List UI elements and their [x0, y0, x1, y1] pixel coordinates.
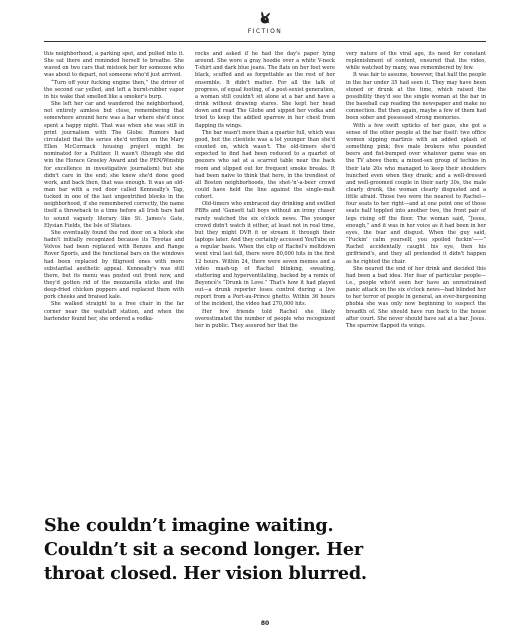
- paragraph: very nature of the viral age, its need for constant replenishment of content, ensured that the video, while watched by many, was remembered by few.: [346, 51, 486, 72]
- paragraph: Her few friends told Rachel she likely overestimated the number of people who recognized her in public. They assured her that the: [195, 308, 335, 329]
- pull-quote: [44, 514, 492, 586]
- paragraph: Old-timers who embraced day drinking and swilled PBRs and 'Gansett tall boys without an irony chaser rarely watched the six o'clock news. The younger crowd didn't watch it either, at least not in real time, but they might DVR it or stream it through their laptops later. And they certainly accessed YouTube on a regular basis. When the clip of Rachel's meltdown went viral last fall, there were 80,000 hits in the first 12 hours. Within 24, there were seven memes and a video mash-up of Rachel blinking, sweating, stuttering and hyperventilating, backed by a remix of Beyoncé's “Drunk in Love.” That's how it had played out—a drunk reporter loses control during a live report from a Port-au-Prince ghetto. Within 36 hours of the incident, the video had 270,000 hits.: [195, 201, 335, 308]
- pull-quote-line: Couldn’t sit a second longer. Her: [44, 539, 363, 560]
- section-label: FICTION: [247, 28, 283, 35]
- paragraph: She left her car and wandered the neighborhood, not entirely aimless but close, remembering that somewhere around here was a bar where she'd once spent a happy night. That was when she was still in print journalism with The Globe. Rumors had circulated that the series she'd written on the Mary Ellen McCormack housing project might be nominated for a Pulitzer. It wasn't (though she did win the Horace Greeley Award and the PEN/Winship for excellence in investigative journalism) but she didn't care in the end; she knew she'd done good work, and back then, that was enough. It was an old-man bar with a red door called Kenneally's Tap, tucked in one of the last ungentrified blocks in the neighborhood, if she remembered correctly, the name itself a throwback to a time before all Irish bars had to sound vaguely literary like St. James's Gate, Elysian Fields, the Isle of Statues.: [44, 101, 184, 229]
- rabbit-head-icon: [257, 9, 273, 25]
- article-body: [44, 51, 486, 513]
- pull-quote-line: She couldn’t imagine waiting.: [44, 515, 334, 536]
- paragraph: It was fair to assume, however, that half the people in the bar under 35 had seen it. They may have been stoned or drunk at the time, which raised the possibility they'd see the single woman at the bar in the baseball cap reading the newspaper and make no connection. But then again, maybe a few of them had been sober and possessed strong memories.: [346, 72, 486, 122]
- pull-quote-line: throat closed. Her vision blurred.: [44, 563, 367, 584]
- paragraph: this neighborhood, a parking spot, and pulled into it. She sat there and reminded herself to breathe. She waved on two cars that mistook her for someone who was about to depart, not someone who'd just arrived.: [44, 51, 184, 79]
- paragraph: The bar wasn't more than a quarter full, which was good, but the clientele was a lot younger than she'd counted on, which wasn't. The old-timers she'd expected to find had been reduced to a quartet of geezers who sat at a scarred table near the back room and slipped out for frequent smoke breaks. It had been naive to think that here, in the trendiest of all Boston neighborhoods, the shot-'n'-a-beer crowd could have held the line against the single-malt cohort.: [195, 129, 335, 201]
- paragraph: She walked straight to a free chair in the far corner near the waitstaff station, and when the bartender found her, she ordered a vodka-: [44, 301, 184, 322]
- paragraph: She eventually found the red door on a block she hadn't initially recognized because its Toyotas and Volvos had been replaced with Benzes and Range Rover Sports, and the functional bars on the windows had been replaced by filigreed ones with more substantial aesthetic appeal. Kenneally's was still there, but its menu was posted out front now, and they'd gotten rid of the mozzarella sticks and the deep-fried chicken poppers and replaced them with pork cheeks and braised kale.: [44, 229, 184, 301]
- column-1: [44, 51, 184, 513]
- paragraph: She neared the end of her drink and decided this had been a bad idea. Her fear of particular people—i.e., people who'd seen her have an unrestrained panic attack on the six o'clock news—had blinded her to her terror of people in general, an ever-burgeoning phobia she was only now beginning to suspect the breadth of. She should have run back to the house after court. She never should have sat at a bar. Jesus. The sparrow flapped its wings.: [346, 265, 486, 329]
- column-2: [195, 51, 335, 513]
- page-number: 80: [260, 620, 270, 627]
- paragraph: “Turn off your fucking engine then,” the driver of the second car yelled, and left a burnt-rubber vapor in his wake that smelled like a smoker's burp.: [44, 79, 184, 100]
- paragraph: rocks and asked if he had the day's paper lying around. She wore a gray hoodie over a white V-neck T-shirt and dark blue jeans. The flats on her feet were black, scuffed and as forgettable as the rest of her ensemble. It didn't matter. For all the talk of progress, of equal footing, of a post-sexist generation, a woman still couldn't sit alone at a bar and have a drink without drawing stares. She kept her head down and read The Globe and sipped her vodka and tried to keep the addled sparrow in her chest from flapping its wings.: [195, 51, 335, 129]
- header-rule: [44, 41, 486, 42]
- paragraph: With a few swift upticks of her gaze, she got a sense of the other people at the bar itself: two office women sipping martinis with an added splash of something pink; five male brokers who pounded beers and fist-bumped over whatever game was on the TV above them; a mixed-sex group of techies in their late 20s who managed to keep their shoulders hunched even when they drank; and a well-dressed and well-groomed couple in their early 30s, the male clearly drunk, the woman clearly disgusted and a little afraid. Those two were the nearest to Rachel—four seats to her right—and at one point one of those seats half toppled into another two, the front pair of legs rising off the floor. The woman said, “Jesus, enough,” and it was in her voice as it had been in her eyes, the fear and disgust. When the guy said, “Fuckin' calm yourself, you spoiled fuckin'——” Rachel accidentally caught his eye, then his girlfriend's, and they all pretended it didn't happen as he righted the chair.: [346, 122, 486, 265]
- column-3: [346, 51, 486, 513]
